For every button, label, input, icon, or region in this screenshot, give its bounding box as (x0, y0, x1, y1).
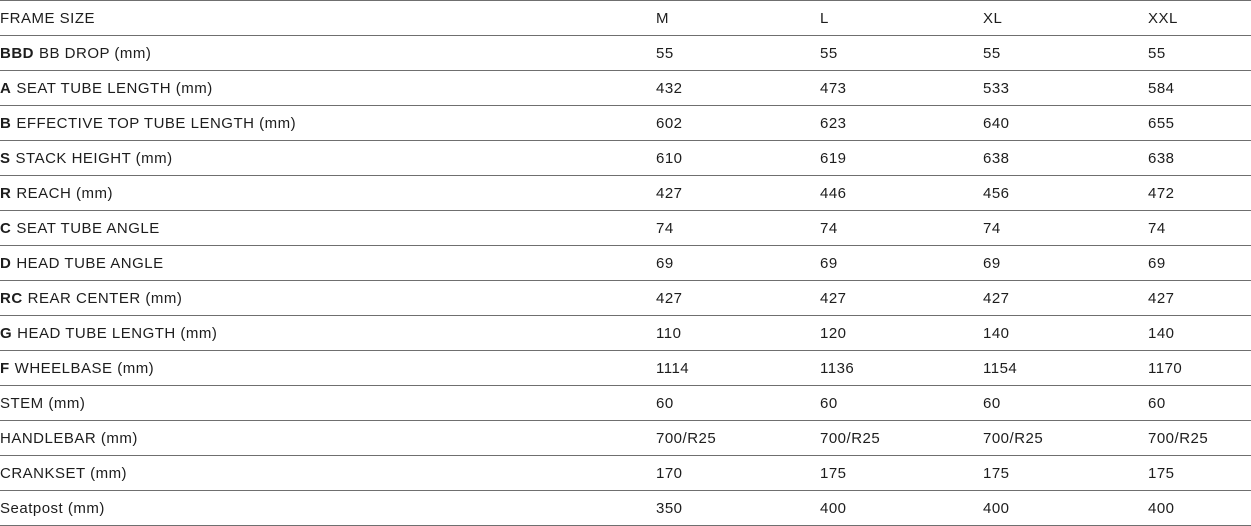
cell-value-m: 60 (656, 394, 674, 412)
cell-value-xl: 140 (983, 324, 1010, 342)
column-header-m: M (656, 9, 669, 27)
cell-value-l: 69 (820, 254, 838, 272)
cell-value-xxl: 400 (1148, 499, 1175, 517)
table-row (0, 141, 1251, 176)
table-row (0, 386, 1251, 421)
row-label-text: REAR CENTER (mm) (27, 289, 183, 307)
row-label-prefix: RC (0, 289, 23, 307)
cell-value-xxl: 55 (1148, 44, 1166, 62)
frame-size-heading: FRAME SIZE (0, 9, 96, 27)
cell-value-m: 610 (656, 149, 683, 167)
cell-value-l: 175 (820, 464, 847, 482)
cell-value-xxl: 638 (1148, 149, 1175, 167)
cell-value-xxl: 69 (1148, 254, 1166, 272)
row-label (0, 36, 656, 71)
cell-value-xxl: 140 (1148, 324, 1175, 342)
cell-value-xl: 400 (983, 499, 1010, 517)
cell-value-l: 74 (820, 219, 838, 237)
cell-value-xl: 55 (983, 44, 1001, 62)
row-label-prefix: A (0, 79, 12, 97)
row-label-text: HEAD TUBE ANGLE (16, 254, 164, 272)
row-label-text: Seatpost (mm) (0, 499, 105, 517)
cell-value-xl: 74 (983, 219, 1001, 237)
cell-value-xxl: 584 (1148, 79, 1175, 97)
row-label (0, 176, 656, 211)
cell-value-m: 1114 (656, 359, 690, 377)
table-row (0, 176, 1251, 211)
row-label-text: EFFECTIVE TOP TUBE LENGTH (mm) (16, 114, 297, 132)
row-label (0, 421, 656, 456)
row-label-text: WHEELBASE (mm) (14, 359, 155, 377)
row-label-prefix: F (0, 359, 10, 377)
cell-value-l: 473 (820, 79, 847, 97)
table-row (0, 106, 1251, 141)
row-label-prefix: S (0, 149, 11, 167)
row-label-text: HANDLEBAR (mm) (0, 429, 138, 447)
cell-value-l: 623 (820, 114, 847, 132)
cell-value-m: 427 (656, 289, 683, 307)
cell-value-l: 120 (820, 324, 847, 342)
cell-value-m: 432 (656, 79, 683, 97)
table-row (0, 456, 1251, 491)
row-label (0, 316, 656, 351)
cell-value-l: 55 (820, 44, 838, 62)
row-label (0, 281, 656, 316)
cell-value-xxl: 427 (1148, 289, 1175, 307)
row-label-text: STACK HEIGHT (mm) (15, 149, 173, 167)
header-row (0, 1, 1251, 36)
cell-value-xl: 700/R25 (983, 429, 1044, 447)
cell-value-l: 700/R25 (820, 429, 881, 447)
table-row (0, 211, 1251, 246)
cell-value-xl: 427 (983, 289, 1010, 307)
cell-value-xxl: 175 (1148, 464, 1175, 482)
cell-value-xxl: 655 (1148, 114, 1175, 132)
cell-value-m: 427 (656, 184, 683, 202)
cell-value-m: 350 (656, 499, 683, 517)
row-label (0, 491, 656, 526)
row-label (0, 386, 656, 421)
cell-value-xl: 533 (983, 79, 1010, 97)
cell-value-xxl: 74 (1148, 219, 1166, 237)
table-row (0, 316, 1251, 351)
row-label (0, 351, 656, 386)
cell-value-m: 74 (656, 219, 674, 237)
column-header-xl: XL (983, 9, 1003, 27)
table-row (0, 491, 1251, 526)
row-label-text: SEAT TUBE ANGLE (16, 219, 160, 237)
row-label-text: SEAT TUBE LENGTH (mm) (16, 79, 213, 97)
row-label (0, 211, 656, 246)
cell-value-xl: 638 (983, 149, 1010, 167)
cell-value-m: 602 (656, 114, 683, 132)
cell-value-l: 427 (820, 289, 847, 307)
row-label-prefix: C (0, 219, 12, 237)
row-label-prefix: D (0, 254, 12, 272)
row-label-text: STEM (mm) (0, 394, 86, 412)
row-label-text: BB DROP (mm) (39, 44, 152, 62)
row-label-prefix: R (0, 184, 12, 202)
table-row (0, 71, 1251, 106)
cell-value-m: 69 (656, 254, 674, 272)
row-label (0, 71, 656, 106)
cell-value-xl: 640 (983, 114, 1010, 132)
cell-value-l: 446 (820, 184, 847, 202)
row-label (0, 106, 656, 141)
column-header-l: L (820, 9, 829, 27)
cell-value-l: 1136 (820, 359, 855, 377)
row-label-prefix: BBD (0, 44, 34, 62)
table-row (0, 36, 1251, 71)
geometry-table-body (0, 36, 1251, 526)
cell-value-m: 700/R25 (656, 429, 717, 447)
cell-value-xxl: 700/R25 (1148, 429, 1209, 447)
cell-value-xxl: 60 (1148, 394, 1166, 412)
row-label (0, 456, 656, 491)
table-row (0, 281, 1251, 316)
cell-value-xl: 1154 (983, 359, 1018, 377)
cell-value-l: 400 (820, 499, 847, 517)
table-row (0, 421, 1251, 456)
row-label-text: HEAD TUBE LENGTH (mm) (17, 324, 218, 342)
row-label-prefix: B (0, 114, 12, 132)
row-label-text: REACH (mm) (16, 184, 113, 202)
cell-value-l: 619 (820, 149, 847, 167)
cell-value-xl: 69 (983, 254, 1001, 272)
cell-value-xxl: 1170 (1148, 359, 1183, 377)
cell-value-m: 170 (656, 464, 683, 482)
table-row (0, 246, 1251, 281)
row-label (0, 141, 656, 176)
cell-value-m: 110 (656, 324, 682, 342)
row-label-text: CRANKSET (mm) (0, 464, 128, 482)
cell-value-xl: 175 (983, 464, 1010, 482)
cell-value-xxl: 472 (1148, 184, 1175, 202)
column-header-xxl: XXL (1148, 9, 1178, 27)
row-label (0, 246, 656, 281)
cell-value-xl: 456 (983, 184, 1010, 202)
table-row (0, 351, 1251, 386)
row-label-prefix: G (0, 324, 13, 342)
cell-value-xl: 60 (983, 394, 1001, 412)
cell-value-l: 60 (820, 394, 838, 412)
cell-value-m: 55 (656, 44, 674, 62)
